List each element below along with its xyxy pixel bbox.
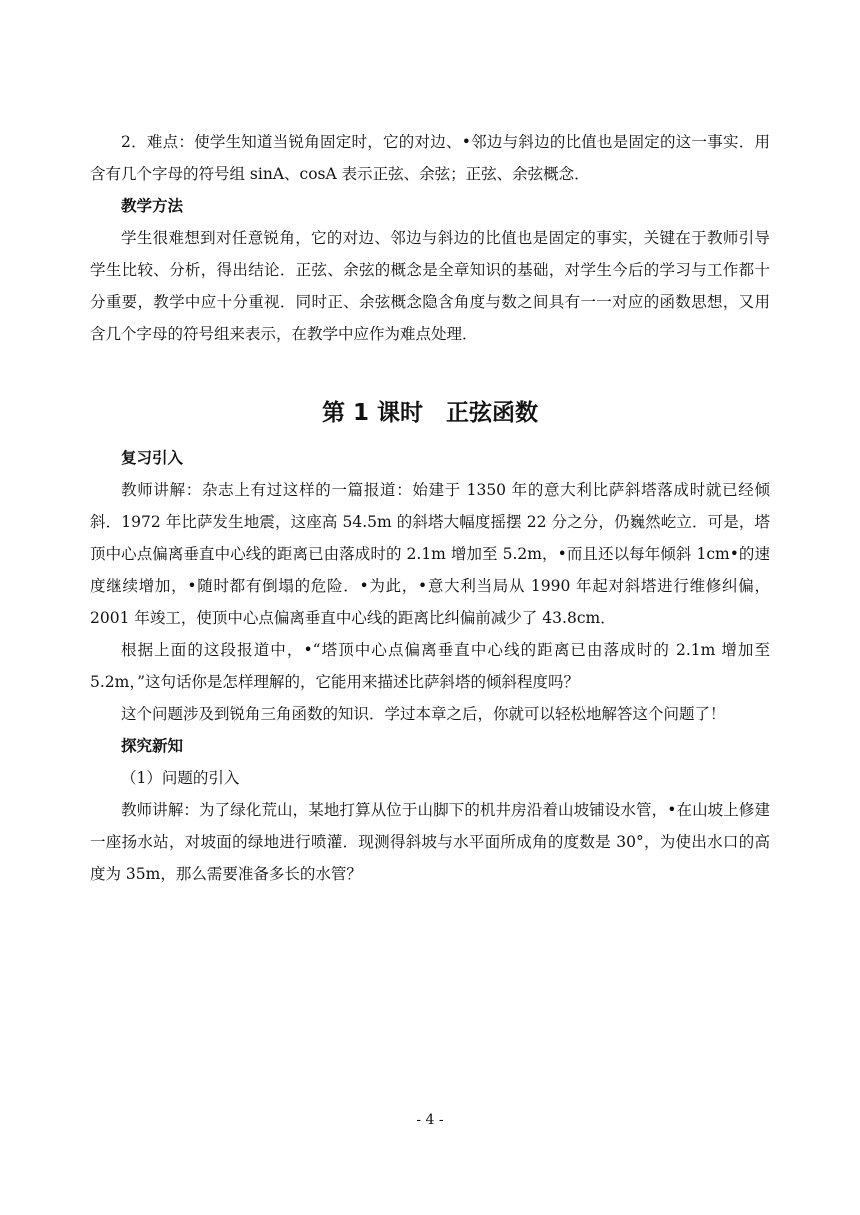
review-heading: 复习引入 <box>121 449 184 467</box>
teaching-method-paragraph: 学生很难想到对任意锐角，它的对边、邻边与斜边的比值也是固定的事实，关键在于教师引导学生比较、分析，得出结论．正弦、余弦的概念是全章知识的基础，对学生今后的学习与工作都十分重要，教学中应十分重视．同时正、余弦概念隐含角度与数之间具有一一对应的函数思想，又用含几个字母的符号组来表示，在教学中应作为难点处理． <box>90 229 770 343</box>
review-paragraph: 教师讲解：杂志上有过这样的一篇报道：始建于 1350 年的意大利比萨斜塔落成时就已经倾斜．1972 年比萨发生地震，这座高 54.5m 的斜塔大幅度摇摆 22 分之分，仍巍然屹立．可是，塔顶中心点偏离垂直中心线的距离已由落成时的 2.1m 增加至 5.2m，•而且还以每年倾斜 1cm•的速度继续增加，•随时都有倒塌的危险．•为此，•意大利当局从 1990 年起对斜塔进行维修纠偏，2001 年竣工，使顶中心点偏离垂直中心线的距离比纠偏前减少了 43.8cm． <box>90 481 770 627</box>
explore-paragraph: 教师讲解：为了绿化荒山，某地打算从位于山脚下的机井房沿着山坡铺设水管，•在山坡上修建一座扬水站，对坡面的绿地进行喷灌．现测得斜坡与水平面所成角的度数是 30°，为使出水口的高度为 35m，那么需要准备多长的水管？ <box>90 801 770 883</box>
page-content <box>90 126 770 890</box>
lesson-title: 第 1 课时 正弦函数 <box>321 400 539 426</box>
teaching-method-heading: 教学方法 <box>121 197 184 215</box>
explore-heading: 探究新知 <box>121 737 184 755</box>
page-number: - 4 - <box>416 1112 444 1128</box>
difficulty-paragraph: 2．难点：使学生知道当锐角固定时，它的对边、•邻边与斜边的比值也是固定的这一事实．用含有几个字母的符号组 sinA、cosA 表示正弦、余弦；正弦、余弦概念． <box>90 133 770 183</box>
question-paragraph: 根据上面的这段报道中，•“塔顶中心点偏离垂直中心线的距离已由落成时的 2.1m 增加至 5.2m，”这句话你是怎样理解的，它能用来描述比萨斜塔的倾斜程度吗？ <box>90 641 770 691</box>
transition-paragraph: 这个问题涉及到锐角三角函数的知识．学过本章之后，你就可以轻松地解答这个问题了！ <box>121 705 726 723</box>
problem-intro-subheading: （1）问题的引入 <box>121 769 240 787</box>
